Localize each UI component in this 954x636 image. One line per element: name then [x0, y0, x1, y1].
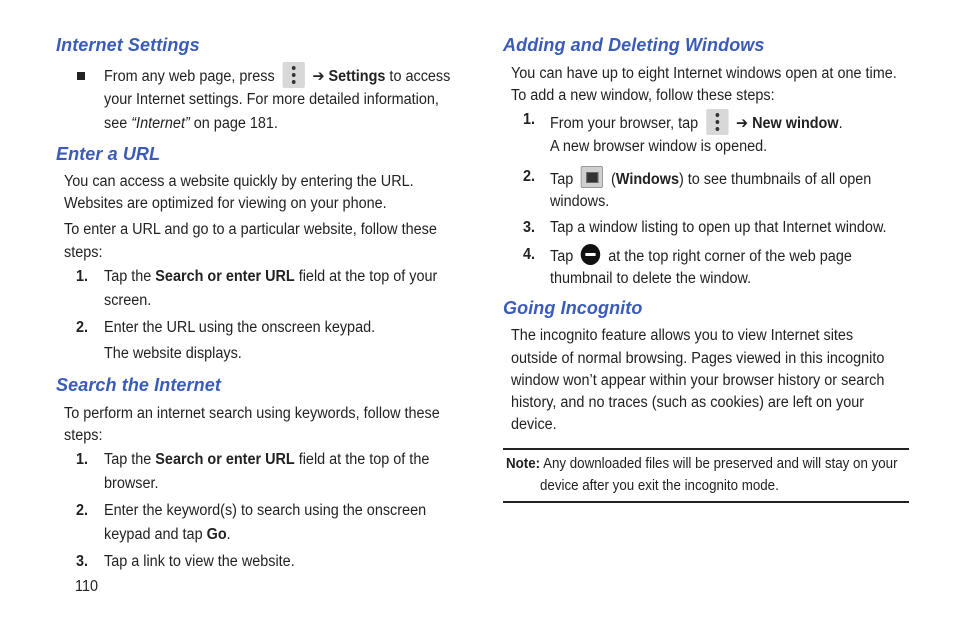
go-label: Go	[206, 526, 227, 543]
adding-step1-result: A new browser window is opened.	[550, 138, 768, 155]
step-number: 3.	[523, 219, 536, 236]
cross-reference: “Internet”	[131, 115, 190, 132]
search-step2-line1: Enter the keyword(s) to search using the onscreen	[104, 502, 427, 519]
incognito-line1: The incognito feature allows you to view Internet sites	[511, 327, 854, 344]
adding-step3-number	[523, 217, 535, 239]
incognito-line3: window won’t appear within your browser history or search	[511, 372, 885, 389]
heading-adding-deleting-windows: Adding and Deleting Windows	[503, 35, 765, 55]
text: (	[611, 171, 616, 188]
adding-step4-number	[523, 244, 535, 266]
text: at the top right corner of the web page	[608, 248, 852, 265]
incognito-line4: history, and no traces (such as cookies) are left on your	[511, 394, 865, 411]
adding-step2-number	[523, 166, 535, 188]
heading-search-internet: Search the Internet	[56, 375, 221, 395]
note-line2: device after you exit the incognito mode.	[540, 478, 779, 494]
search-step3-number	[76, 551, 88, 573]
search-step1-line2: browser.	[104, 475, 159, 492]
adding-step2-line1	[550, 166, 871, 191]
heading-enter-url: Enter a URL	[56, 144, 161, 164]
enter-url-step1-line2: screen.	[104, 292, 152, 309]
step-number: 1.	[523, 111, 536, 128]
text: From any web page, press	[104, 68, 275, 85]
internet-settings-line2: your Internet settings. For more detailed information,	[104, 91, 439, 108]
adding-step1-line1	[550, 109, 843, 135]
arrow-icon: ➔	[312, 68, 325, 85]
search-step2-number	[76, 500, 88, 522]
heading-internet-settings: Internet Settings	[56, 35, 200, 55]
menu-dots-icon	[706, 109, 728, 135]
text: .	[838, 115, 843, 132]
text: on page 181.	[193, 115, 278, 132]
text: Tap the	[104, 451, 152, 468]
text: to access	[389, 68, 451, 85]
incognito-line2: outside of normal browsing. Pages viewed in this incognito	[511, 350, 885, 367]
square-bullet-icon	[77, 72, 85, 80]
menu-dots-icon	[282, 62, 304, 88]
text: see	[104, 115, 128, 132]
adding-step2-line2: windows.	[550, 193, 610, 210]
search-step2-line2	[104, 524, 231, 546]
enter-url-step2-number	[76, 317, 88, 339]
adding-p1-line2: To add a new window, follow these steps:	[511, 87, 775, 104]
note-label: Note:	[506, 456, 541, 472]
adding-p1-line1: You can have up to eight Internet windows open at one time.	[511, 65, 897, 82]
enter-url-p2-line1: To enter a URL and go to a particular website, follow these	[64, 221, 437, 238]
enter-url-step2-result: The website displays.	[104, 345, 242, 362]
step-number: 3.	[76, 553, 89, 570]
search-step1-number	[76, 449, 88, 471]
new-window-label: New window	[752, 115, 839, 132]
step-number: 2.	[76, 502, 89, 519]
step-number: 2.	[523, 168, 536, 185]
search-p1-line2: steps:	[64, 427, 103, 444]
step-number: 4.	[523, 246, 536, 263]
enter-url-step1-line1	[104, 266, 437, 288]
enter-url-p1-line2: Websites are optimized for viewing on your phone.	[64, 195, 387, 212]
field-name: Search or enter URL	[155, 451, 295, 468]
settings-label: Settings	[328, 68, 386, 85]
step-number: 1.	[76, 451, 89, 468]
text: keypad and tap	[104, 526, 203, 543]
step-number: 1.	[76, 268, 89, 285]
internet-settings-line1	[104, 62, 450, 88]
search-p1-line1: To perform an internet search using keywords, follow these	[64, 405, 440, 422]
heading-going-incognito: Going Incognito	[503, 298, 643, 318]
text: ) to see thumbnails of all open	[678, 171, 872, 188]
note-line1	[506, 453, 898, 475]
delete-minus-icon	[581, 244, 601, 265]
note-bottom-rule	[503, 501, 909, 503]
text: Tap the	[104, 268, 152, 285]
text: .	[226, 526, 231, 543]
step-number: 2.	[76, 319, 89, 336]
text: Any downloaded files will be preserved and will stay on your	[543, 456, 898, 472]
arrow-icon: ➔	[735, 115, 749, 132]
enter-url-p2-line2: steps:	[64, 244, 103, 261]
note-top-rule	[503, 448, 909, 450]
text: From your browser, tap	[550, 115, 699, 132]
text: field at the top of the	[298, 451, 430, 468]
search-step1-line1	[104, 449, 429, 471]
search-step3-line1: Tap a link to view the website.	[104, 553, 295, 570]
adding-step4-line1	[550, 244, 852, 268]
enter-url-p1-line1: You can access a website quickly by entering the URL.	[64, 173, 414, 190]
adding-step1-number	[523, 109, 535, 131]
enter-url-step2-line1: Enter the URL using the onscreen keypad.	[104, 319, 376, 336]
incognito-line5: device.	[511, 416, 557, 433]
adding-step4-line2: thumbnail to delete the window.	[550, 270, 752, 287]
windows-label: Windows	[615, 171, 679, 188]
text: Tap	[550, 248, 574, 265]
adding-step3-line1: Tap a window listing to open up that Internet window.	[550, 219, 887, 236]
field-name: Search or enter URL	[155, 268, 295, 285]
page-number: 110	[75, 578, 98, 595]
text: field at the top of your	[298, 268, 438, 285]
text: Tap	[550, 171, 574, 188]
enter-url-step1-number	[76, 266, 88, 288]
internet-settings-line3	[104, 113, 278, 135]
windows-icon	[581, 166, 603, 188]
